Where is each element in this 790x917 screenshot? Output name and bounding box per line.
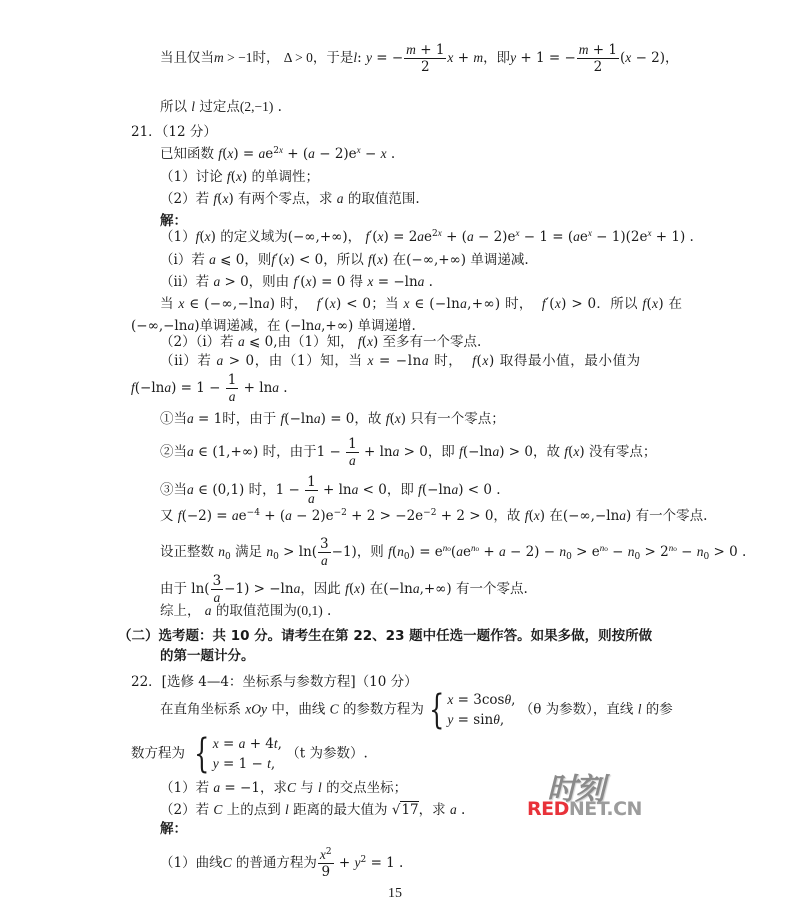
text: （1）曲线 [160, 855, 223, 871]
text: 在 [549, 508, 563, 524]
text: ，求 [418, 802, 446, 818]
q21-sol-1: （1）f(x) 的定义域为(−∞,+∞)， $f'(x) = 2ae^{2x} + (a - 2)e^x - 1 = (ae^x - 1)(2e^x + 1)$ . [160, 228, 694, 245]
page-number: 15 [388, 886, 402, 901]
text: 有一个零点. [455, 581, 528, 597]
q21-also: 又 $f(-2) = ae^{-4} + (a - 2)e^{-2} + 2 > -2e^{-2} + 2 > 0$，故 f(x) 在(−∞,−lna) 有一个零点. [160, 508, 708, 524]
text: 在 [668, 296, 683, 312]
text: ，则由 [248, 274, 290, 290]
text: ,由（1）知， [273, 334, 354, 350]
text: ，所以 [323, 252, 364, 268]
q22-text-1: 在直角坐标系 xOy 中，曲线 C 的参数方程为 { x = 3cosθ, y = sinθ, （θ 为参数），直线 l 的参 [160, 687, 673, 733]
text: 的参 [645, 701, 673, 718]
q22-part2: （2）若 C 上的点到 l 距离的最大值为 √17，求 a . [160, 802, 466, 818]
q21-since: 由于 ln( $\frac{3}{a}$ −1) > −lna，因此 f(x) 在(−lna,+∞) 有一个零点. [160, 573, 528, 605]
text: （2）（ⅰ）若 [160, 334, 234, 350]
text: 取得最小值，最小值为 [499, 353, 641, 369]
text: ③当 [160, 482, 187, 498]
text: 有两个零点，求 [238, 191, 333, 207]
text: ②当 [160, 444, 187, 460]
param-system-line: { x = a + 4t, y = 1 − t, [194, 731, 282, 777]
text: 由于 [160, 581, 187, 597]
text: ，由（1）知，当 [254, 353, 363, 369]
text: （t 为参数）. [286, 745, 368, 762]
q21-given: 已知函数 $f(x) = ae^{2x} + (a - 2)e^x - x$ . [160, 145, 396, 162]
text: 已知函数 [160, 146, 214, 162]
text: （θ 为参数），直线 [519, 701, 634, 718]
text: 上的点到 [226, 802, 281, 818]
q22-header: 22．[选修 4—4：坐标系与参数方程]（10 分） [131, 674, 418, 690]
q21-conclusion: 综上， a 的取值范围为(0,1) . [160, 603, 332, 619]
text: 的参数方程为 [342, 701, 424, 718]
watermark-red: RED [527, 798, 569, 820]
text: 满足 [235, 544, 263, 560]
q21-part1: （1）讨论 f(x) 的单调性； [160, 169, 319, 185]
param-system-curve: { x = 3cosθ, y = sinθ, [429, 687, 516, 733]
text: 有一个零点. [635, 508, 708, 524]
text: 在 [392, 252, 407, 268]
text: 的交点坐标； [326, 780, 408, 796]
text: 又 [160, 508, 174, 524]
q21-p2-ii: （ⅱ）若 a > 0，由（1）知，当 x = −lna 时， f(x) 取得最小值，最小值为 [160, 353, 641, 369]
answer-range: (0,1) [296, 603, 323, 618]
q21-case-3: ③当a ∈ (0,1) 时，1 − $\frac{1}{a}$ + lna < 0，即 f(−lna) < 0 . [160, 474, 501, 506]
text: （1）若 [160, 780, 210, 796]
text: （1）讨论 [160, 169, 223, 185]
text: 时，由于 [222, 411, 277, 427]
text: ，即 [483, 50, 511, 66]
q21-part2: （2）若 f(x) 有两个零点，求 a 的取值范围. [160, 191, 420, 207]
text: ；当 [371, 296, 399, 312]
q21-header: 21．（12 分） [131, 124, 217, 140]
watermark-logo-text: 时刻 [547, 772, 603, 807]
watermark-site [527, 798, 642, 820]
text: 综上， [160, 603, 201, 619]
text: ，则 [244, 252, 272, 268]
text: （ⅱ）若 [160, 274, 210, 290]
text: 的普通方程为 [235, 855, 317, 871]
text: 的取值范围为 [215, 603, 297, 619]
text: 数方程为 [131, 745, 185, 762]
watermark-gray: NET.CN [568, 798, 642, 820]
text: ，则 [356, 544, 384, 560]
q21-case-1: ①当a = 1时，由于 f(−lna) = 0，故 f(x) 只有一个零点； [160, 411, 505, 427]
text: （ⅰ）若 [160, 252, 205, 268]
text: 至多有一个零点. [382, 334, 482, 350]
text: ．所以 [596, 296, 638, 312]
text: 过定点 [199, 99, 240, 115]
text: 没有零点； [588, 444, 657, 460]
text: 时， [252, 50, 280, 66]
text: （ⅱ）若 [160, 353, 212, 369]
text: 单调递减. [470, 252, 529, 268]
text: 当且仅当 [160, 50, 214, 66]
q21-min-value: f(−lna) = 1 − $\frac{1}{a}$ + lna . [131, 372, 288, 404]
text: 时， [505, 296, 533, 312]
q21-case-2: ②当a ∈ (1,+∞) 时，由于1 − $\frac{1}{a}$ + lna > 0，即 f(−lna) > 0，故 f(x) 没有零点； [160, 436, 657, 468]
text: ①当 [160, 411, 187, 427]
text: ，于是 [312, 50, 354, 66]
q21-sol-ii: （ⅱ）若 a > 0，则由 f′(x) = 0 得 x = −lna . [160, 274, 433, 290]
q21-p2-i: （2）（ⅰ）若 a ⩽ 0,由（1）知， f(x) 至多有一个零点. [160, 334, 482, 350]
rednet-watermark [527, 762, 652, 824]
text: 的定义域为 [220, 229, 288, 245]
section2-line-2: 的第一题计分。 [160, 648, 255, 664]
fixed-point: (2,−1) [239, 99, 274, 114]
text: ，求 [259, 780, 287, 796]
text: ，因此 [300, 581, 341, 597]
q21-sol-mono: (−∞,−lna)单调递减，在 (−lna,+∞) 单调递增. [131, 318, 416, 334]
text: 设正整数 [160, 544, 214, 560]
text: 时，由于 [262, 444, 317, 460]
q21-sol-i: （ⅰ）若 a ⩽ 0，则f′(x) < 0，所以 f(x) 在(−∞,+∞) 单调递减. [160, 252, 529, 268]
q21-sol-when: 当 x ∈ (−∞,−lna) 时， f′(x) < 0；当 x ∈ (−lna,+∞) 时， f′(x) > 0．所以 f(x) 在 [160, 296, 683, 312]
text: 距离的最大值为 [293, 802, 388, 818]
q21-solution-label: 解： [160, 213, 187, 229]
section2-line-1: （二）选考题：共 10 分。请考生在第 22、23 题中任选一题作答。如果多做，则按所做 [118, 628, 653, 644]
text: 时， [434, 353, 463, 369]
text: 单调递增. [357, 318, 416, 334]
text: （2）若 [160, 802, 210, 818]
text: （1） [160, 229, 196, 245]
intro-line-2: 所以 l 过定点(2,−1) . [160, 99, 282, 115]
q22-text-2 [131, 731, 368, 777]
text: 在直角坐标系 [160, 701, 241, 718]
text: 单调递减，在 [199, 318, 281, 334]
text: ，故 [532, 444, 560, 460]
q22-part1: （1）若 a = −1，求C 与 l 的交点坐标； [160, 780, 408, 796]
intro-line-1: 当且仅当m > −1时， Δ > 0，于是l: y = − $\frac{m + 1}{2}$ x + m，即y + 1 = − $\frac{m + 1}{2}$ (x − 2)， [160, 42, 679, 75]
text: 时， [248, 482, 276, 498]
text: 与 [300, 780, 314, 796]
text: 在 [369, 581, 384, 597]
text: ，即 [386, 482, 414, 498]
q22-sol-1: （1）曲线C 的普通方程为 $\frac{x^2}{9}$ + $y^2 = 1$ . [160, 847, 404, 880]
text: ，即 [427, 444, 455, 460]
text: 的单调性； [251, 169, 319, 185]
text: 只有一个零点； [410, 411, 505, 427]
text: 当 [160, 296, 174, 312]
text: 中，曲线 [271, 701, 326, 718]
text: ，故 [493, 508, 521, 524]
text: 的取值范围. [347, 191, 420, 207]
q22-solution-label: 解： [160, 821, 187, 837]
q21-setn: 设正整数 $n_0$ 满足 $n_0 > \ln$( $\frac{3}{a}$ −1)，则 $f(n_0) = e^{n_0}(ae^{n_0} + a - 2) - n_0 > e^{n_0} - n_0 > 2^{n_0} - n_0 > 0$ . [160, 536, 747, 568]
text: ，故 [354, 411, 382, 427]
text: （2）若 [160, 191, 210, 207]
text: 所以 [160, 99, 187, 115]
text: 时， [279, 296, 308, 312]
text: 得 [349, 274, 364, 290]
